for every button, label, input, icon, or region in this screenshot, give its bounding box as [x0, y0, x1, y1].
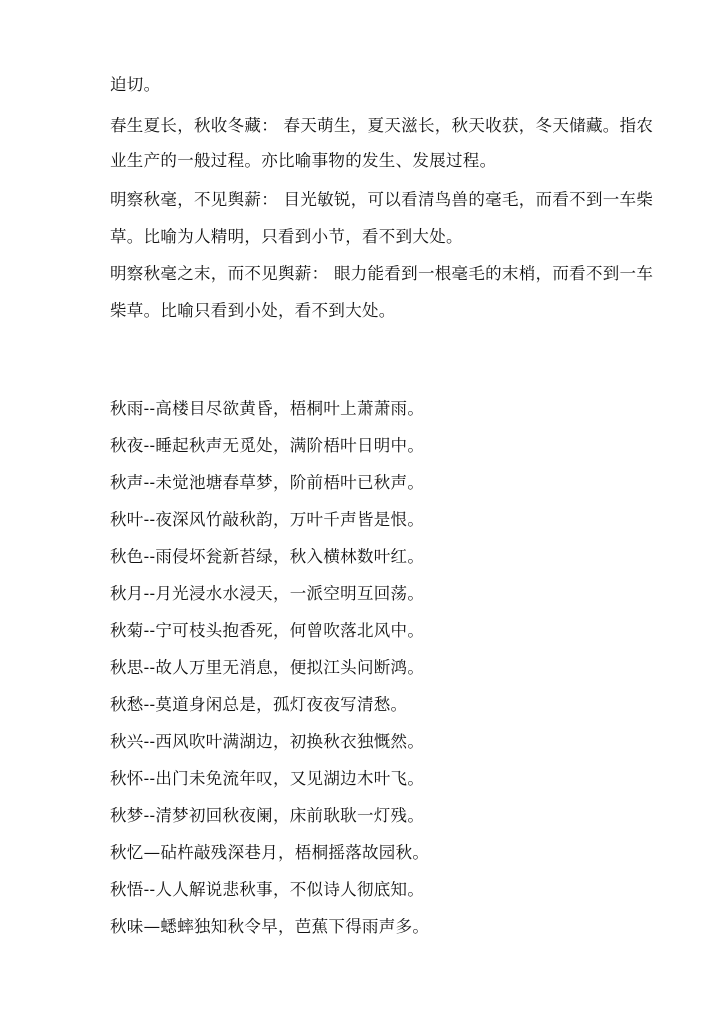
poem-line: 秋兴--西风吹叶满湖边，初换秋衣独慨然。 [110, 732, 425, 751]
poem-line: 秋梦--清梦初回秋夜阑，床前耿耿一灯残。 [110, 806, 425, 825]
poem-line: 秋月--月光浸水水浸天，一派空明互回荡。 [110, 584, 425, 603]
poem-line: 秋愁--莫道身闲总是，孤灯夜夜写清愁。 [110, 695, 408, 714]
poem-line: 秋叶--夜深风竹敲秋韵，万叶千声皆是恨。 [110, 510, 425, 529]
poem-line: 秋怀--出门未免流年叹，又见湖边木叶飞。 [110, 769, 425, 788]
poem-line: 秋声--未觉池塘春草梦，阶前梧叶已秋声。 [110, 473, 425, 492]
definition-line: 柴草。比喻只看到小处，看不到大处。 [110, 301, 396, 320]
definition-line: 业生产的一般过程。亦比喻事物的发生、发展过程。 [110, 151, 497, 170]
definition-line: 春生夏长，秋收冬藏： 春天萌生，夏天滋长，秋天收获，冬天储藏。指农 [110, 116, 654, 135]
poem-line: 秋夜--睡起秋声无觅处，满阶梧叶日明中。 [110, 436, 425, 455]
poem-line: 秋色--雨侵坏瓮新苔绿，秋入横林数叶红。 [110, 547, 425, 566]
poem-line: 秋菊--宁可枝头抱香死，何曾吹落北风中。 [110, 621, 425, 640]
poem-line: 秋味—蟋蟀独知秋令早，芭蕉下得雨声多。 [110, 917, 430, 936]
poem-line: 秋思--故人万里无消息，便拟江头问断鸿。 [110, 658, 425, 677]
poem-line: 秋雨--高楼目尽欲黄昏，梧桐叶上萧萧雨。 [110, 399, 425, 418]
poem-line: 秋悟--人人解说悲秋事，不似诗人彻底知。 [110, 880, 425, 899]
definition-line: 明察秋毫之末，而不见舆薪： 眼力能看到一根毫毛的末梢，而看不到一车 [110, 264, 654, 283]
definition-line: 草。比喻为人精明，只看到小节，看不到大处。 [110, 227, 463, 246]
definition-line: 迫切。 [110, 75, 161, 94]
poem-line: 秋忆—砧杵敲残深巷月，梧桐摇落故园秋。 [110, 843, 430, 862]
definition-line: 明察秋毫，不见舆薪： 目光敏锐，可以看清鸟兽的毫毛，而看不到一车柴 [110, 190, 654, 209]
